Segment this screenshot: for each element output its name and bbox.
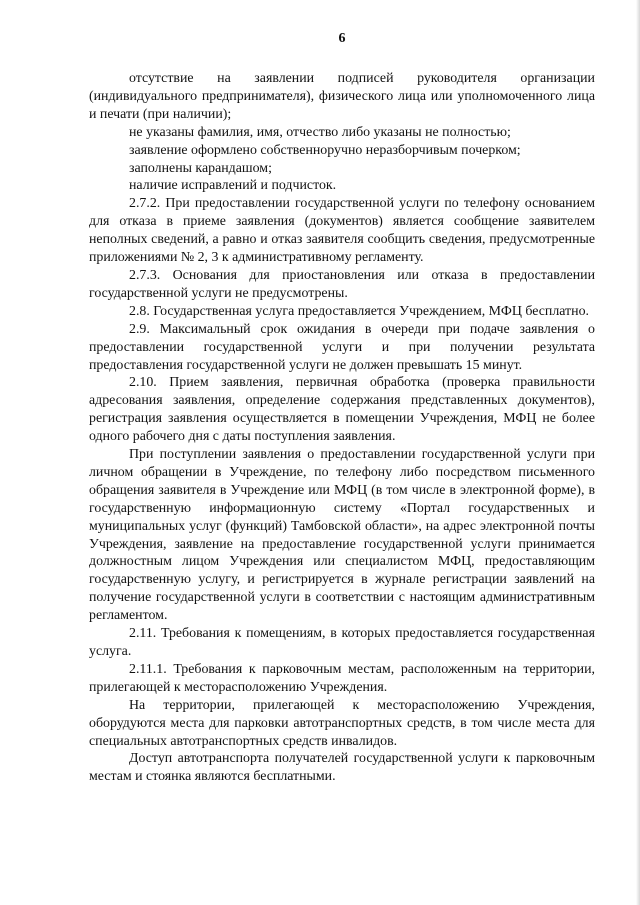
paragraph-illegible-handwriting: заявление оформлено собственноручно неразборчивым почерком;: [129, 142, 521, 158]
paragraph-2-11: 2.11. Требования к помещениям, в которых предоставляется государственная услуга.: [89, 626, 595, 659]
paragraph-2-7-3: 2.7.3. Основания для приостановления или отказа в предоставлении государственной услуги не предусмотрены.: [89, 267, 595, 301]
paragraph-parking-free: Доступ автотранспорта получателей государственной услуги к парковочным местам и стоянка являются бесплатными.: [89, 751, 595, 785]
paragraph-pencil: заполнены карандашом;: [129, 160, 272, 176]
paragraph-2-11-1: 2.11.1. Требования к парковочным местам, расположенным на территории, прилегающей к месторасположению Учреждения.: [89, 661, 595, 695]
paragraph-corrections: наличие исправлений и подчисток.: [129, 178, 337, 194]
page-number: 6: [338, 31, 346, 46]
scan-edge-shadow: [636, 0, 640, 905]
paragraph-2-7-2: 2.7.2. При предоставлении государственной услуги по телефону основанием для отказа в приеме заявления (документов) является сообщение заявителем неполных сведений, а равно и отказ заявителя сообщить сведения, предусмотренные приложениями № 2, 3 к административному регламенту.: [89, 196, 595, 266]
paragraph-no-signatures: отсутствие на заявлении подписей руководителя организации (индивидуального предпринимателя), физического лица или уполномоченного лица и печати (при наличии);: [89, 71, 595, 122]
paragraph-parking-places: На территории, прилегающей к месторасположению Учреждения, оборудуются места для парковки автотранспортных средств, в том числе места для специальных автотранспортных средств инвалидов.: [89, 697, 595, 749]
paragraph-registration: При поступлении заявления о предоставлении государственной услуги при личном обращении в Учреждение, по телефону либо посредством письменного обращения заявителя в Учреждение или МФЦ (в том числе в электронной форме), в государственную информационную систему «Портал государственных и муниципальных услуг (функций) Тамбовской области», на адрес электронной почты Учреждения, заявление на предоставление государственной услуги принимается должностным лицом Учреждения или специалистом МФЦ, предоставляющим государственную услугу, и регистрируется в журнале регистрации заявлений на получение государственной услуги в соответствии с настоящим административным регламентом.: [89, 447, 595, 624]
paragraph-name-incomplete: не указаны фамилия, имя, отчество либо указаны не полностью;: [129, 124, 511, 140]
paragraph-2-8: 2.8. Государственная услуга предоставляется Учреждением, МФЦ бесплатно.: [129, 303, 589, 319]
paragraph-2-9: 2.9. Максимальный срок ожидания в очереди при подаче заявления о предоставлении государственной услуги и при получении результата предоставления государственной услуги не должен превышать 15 минут.: [89, 321, 595, 373]
paragraph-2-10: 2.10. Прием заявления, первичная обработка (проверка правильности адресования заявления, определение содержания представленных документов), регистрация заявления осуществляется в помещении Учреждения, МФЦ не более одного рабочего дня с даты поступления заявления.: [89, 375, 595, 445]
